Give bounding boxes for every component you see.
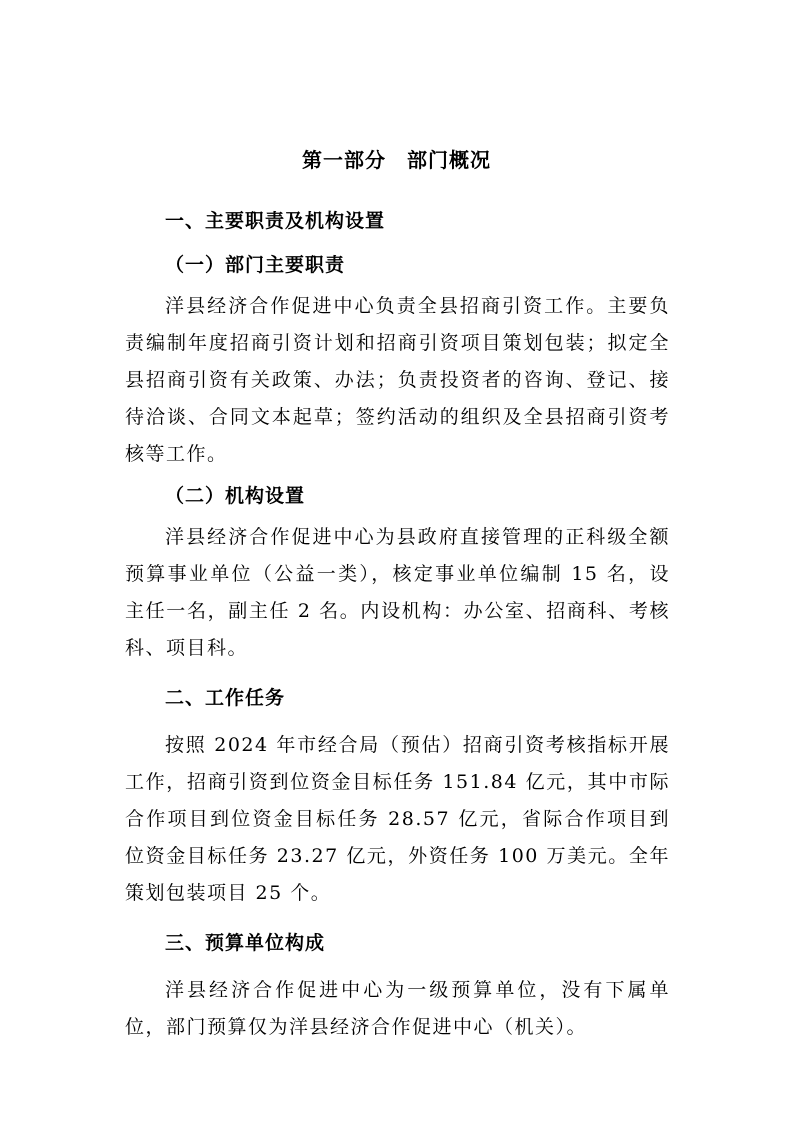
- paragraph-duties: 洋县经济合作促进中心负责全县招商引资工作。主要负责编制年度招商引资计划和招商引资项目策划包装；拟定全县招商引资有关政策、办法；负责投资者的咨询、登记、接待洽谈、合同文本起草；签约活动的组织及全县招商引资考核等工作。: [125, 295, 670, 465]
- subsection-heading-organization: （二）机构设置: [165, 485, 306, 507]
- page-title: 第一部分 部门概况: [302, 148, 491, 172]
- section-heading-budget-units: 三、预算单位构成: [165, 932, 326, 954]
- section-heading-tasks: 二、工作任务: [165, 687, 286, 709]
- paragraph-tasks: 按照 2024 年市经合局（预估）招商引资考核指标开展工作，招商引资到位资金目标任务 151.84 亿元，其中市际合作项目到位资金目标任务 28.57 亿元，省际合作项目到位资金目标任务 23.27 亿元，外资任务 100 万美元。全年策划包装项目 25 个。: [125, 734, 670, 904]
- section-heading-responsibilities: 一、主要职责及机构设置: [165, 210, 386, 232]
- paragraph-organization: 洋县经济合作促进中心为县政府直接管理的正科级全额预算事业单位（公益一类），核定事业单位编制 15 名，设主任一名，副主任 2 名。内设机构：办公室、招商科、考核科、项目科。: [125, 526, 670, 659]
- document-body: [125, 200, 670, 1046]
- paragraph-budget-units: 洋县经济合作促进中心为一级预算单位，没有下属单位，部门预算仅为洋县经济合作促进中心（机关）。: [125, 979, 670, 1038]
- subsection-heading-duties: （一）部门主要职责: [165, 254, 346, 276]
